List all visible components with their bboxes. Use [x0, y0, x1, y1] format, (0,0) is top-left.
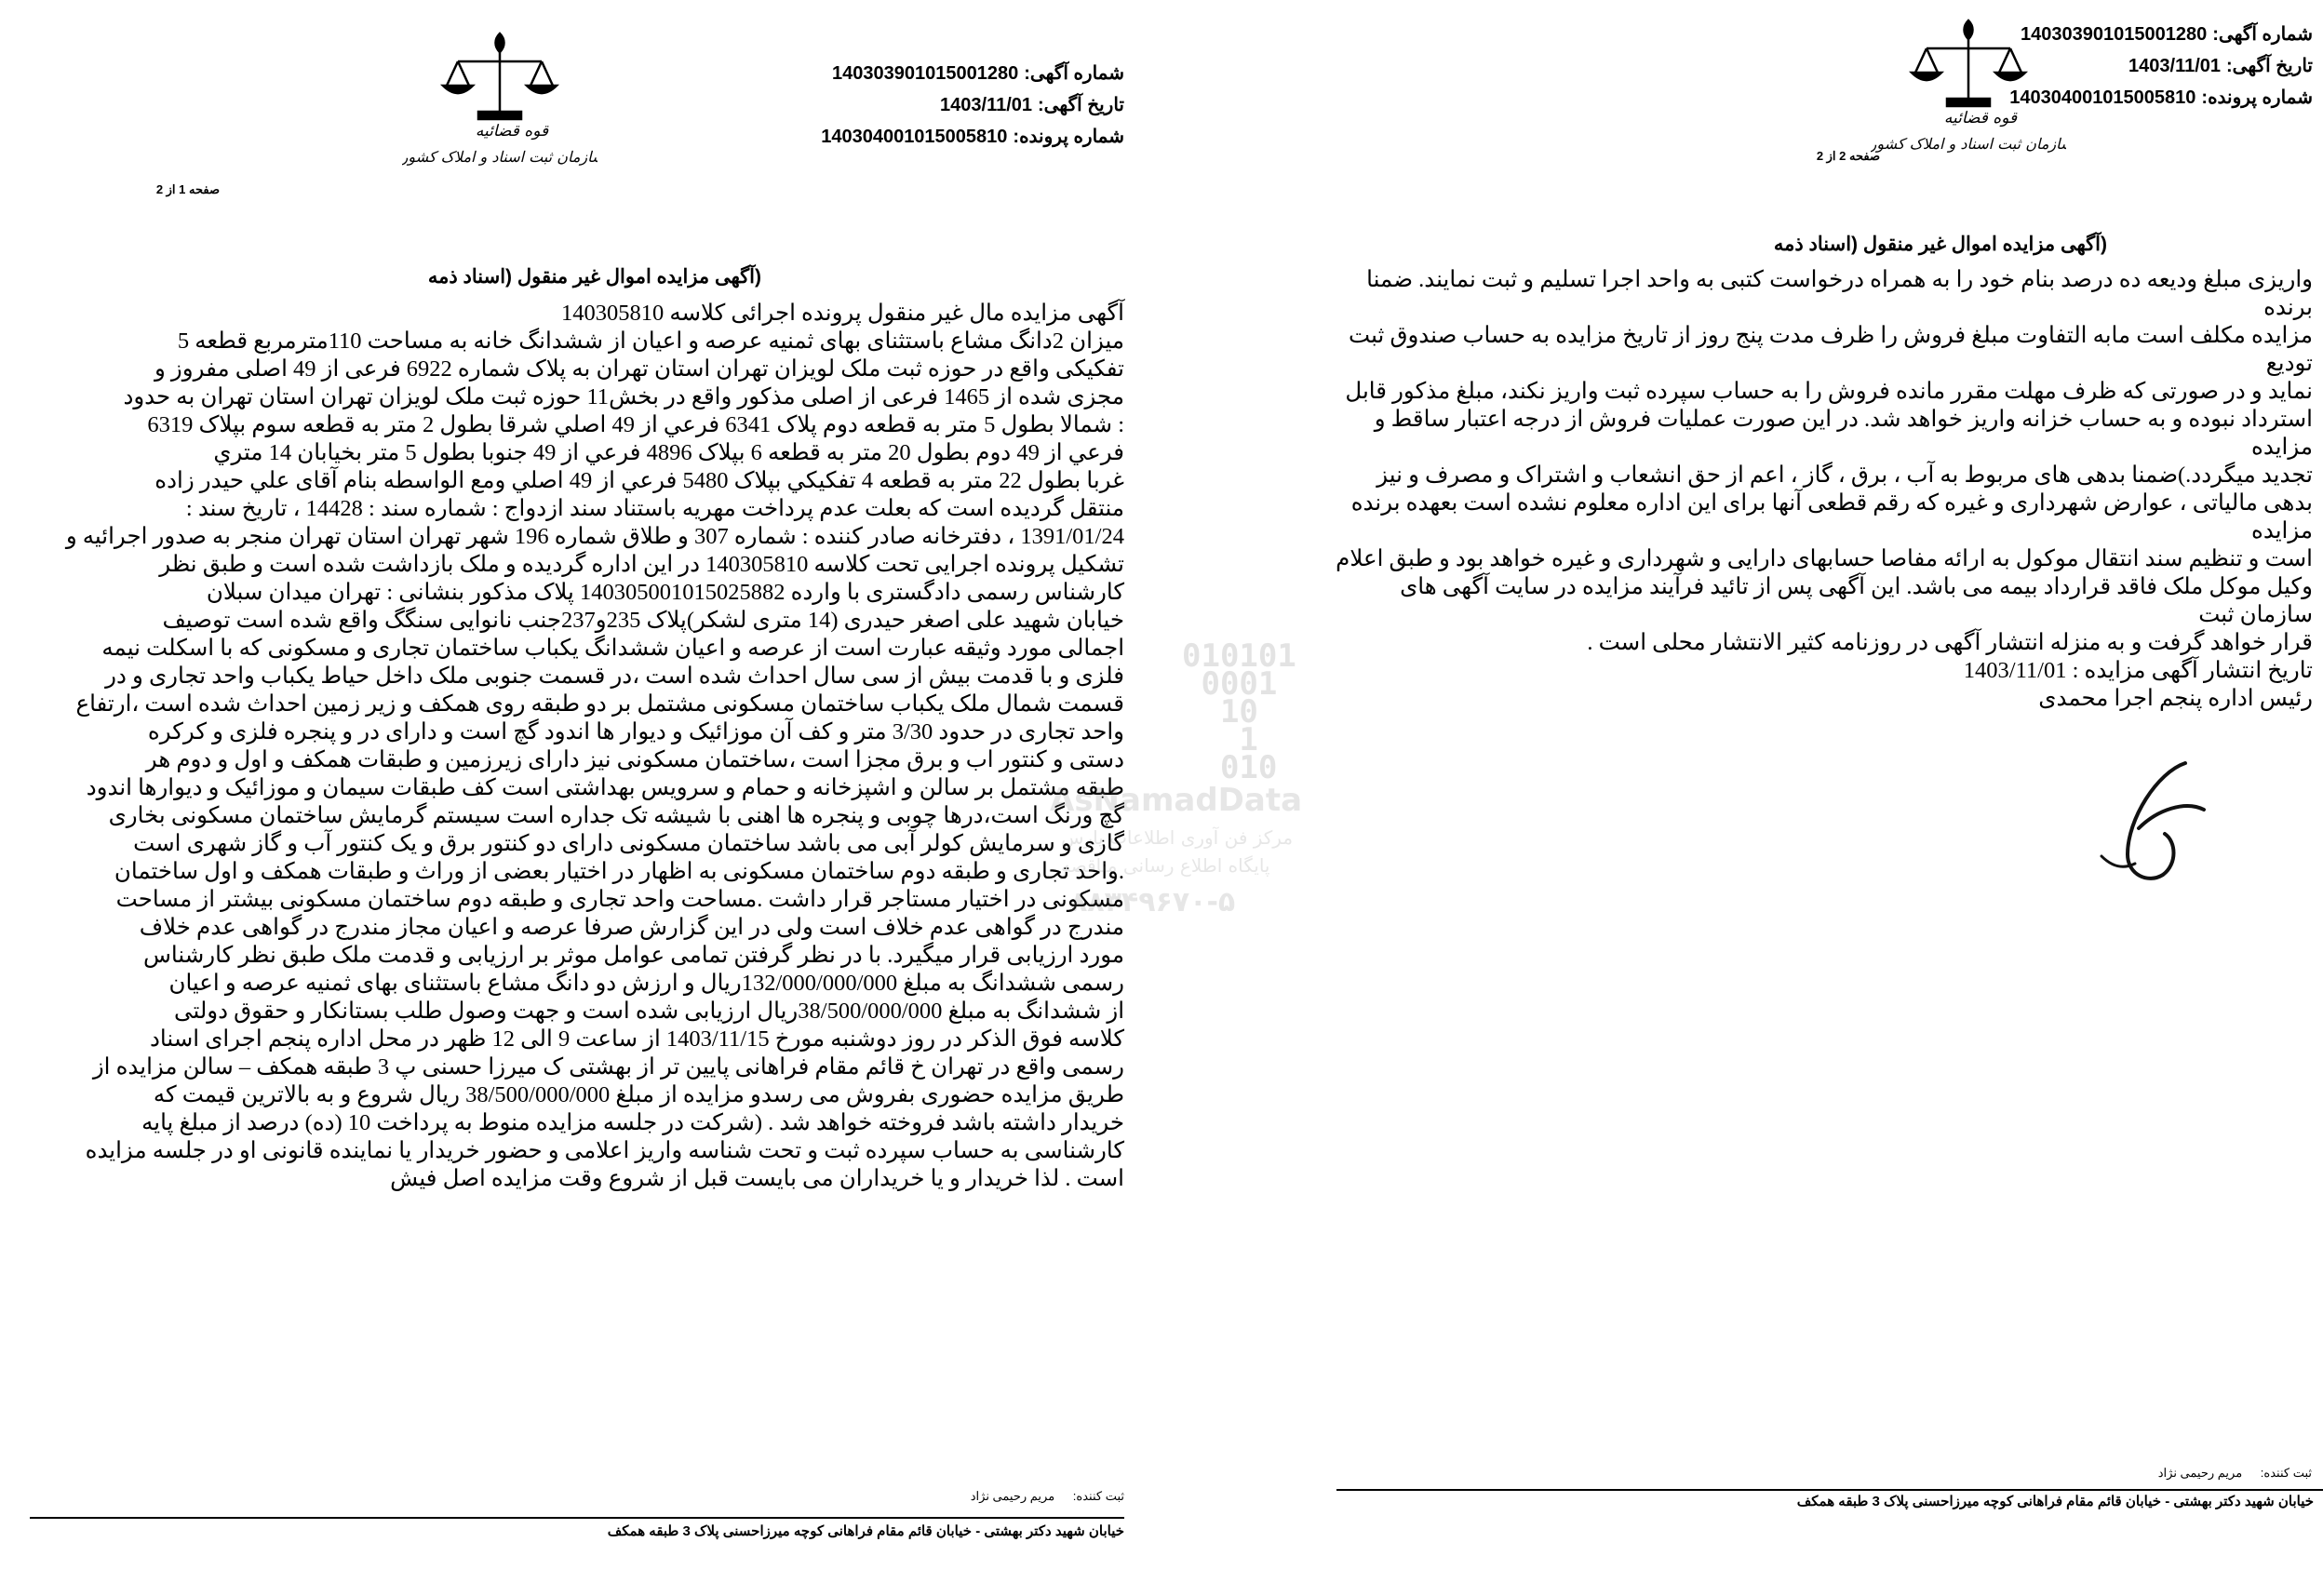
body-line: طریق مزایده حضوری بفروش می رسدو مزایده از مبلغ 38/500/000/000 ریال شروع و به بالاترین قیمت که — [153, 1082, 1124, 1107]
handwritten-signature — [2046, 744, 2241, 893]
registrar-row — [2158, 1466, 2312, 1481]
notice-number-row — [821, 58, 1124, 89]
body-line: مورد ارزیابی قرار میگیرد. با در نظر گرفتن تمامی عوامل موثر بر ارزیابی و قدمت ملک طبق نظر کارشناس — [143, 943, 1124, 968]
watermark-phone: ۸۸۳۴۹۶۷۰-۵ — [1070, 886, 1236, 919]
body-line: فلزی و با قدمت بیش از سی سال احداث شده است ،در قسمت جنوبی ملک داخل حیاط یکباب واحد تجاری و در — [105, 664, 1124, 689]
notice-meta — [821, 58, 1124, 153]
notice-number-label: شماره آگهی: — [1024, 63, 1124, 84]
watermark-digits: 010101 0001 10 1 010 — [1182, 637, 1296, 786]
footer-address: خیابان شهید دکتر بهشتی - خیابان قائم مقام فراهانی کوچه میرزاحسنی پلاک 3 طبقه همکف — [1796, 1494, 2314, 1509]
body-line: واحد تجاری در حدود 3/30 متر و کف آن موزائیک و دیوار ها اندود گچ است و دارای در و پنجره فلزی و کرکره — [147, 719, 1124, 744]
body-line: آگهی مزایده مال غیر منقول پرونده اجرائی کلاسه 140305810 — [560, 301, 1124, 326]
footer-address: خیابان شهید دکتر بهشتی - خیابان قائم مقام فراهانی کوچه میرزاحسنی پلاک 3 طبقه همکف — [607, 1523, 1124, 1539]
body-line: فرعي از 49 دوم بطول 20 متر به قطعه 6 بپلاک 4896 فرعي از 49 جنوبا بطول 5 متر بخیابان 14 متري — [213, 440, 1124, 465]
registrar-label: ثبت کننده: — [2260, 1466, 2312, 1480]
body-line: قرار خواهد گرفت و به منزله انتشار آگهی در روزنامه کثیر الانتشار محلی است . — [1587, 630, 2313, 655]
body-line: قسمت شمال ملک یکباب ساختمان مسکونی مشتمل بر دو طبقه روی همکف و زیر زمین احداث شده است ،ارتفاع — [75, 691, 1124, 717]
registrar-name: مریم رحیمی نژاد — [970, 1489, 1055, 1503]
body-line: تاریخ انتشار آگهی مزایده : 1403/11/01 — [1963, 658, 2313, 683]
body-line: .واحد تجاری و طبقه دوم ساختمان مسکونی به اظهار در اختیار بعضی از وراث و طبقات همکف و اول ساختمان — [114, 859, 1124, 884]
page-number: صفحه 1 از 2 — [155, 182, 220, 196]
body-line: گچ ورنگ است،درها چوبی و پنجره ها اهنی با شیشه تک جداره است سیستم گرمایش ساختمان مسکونی بخاری — [108, 803, 1124, 828]
body-line: مسکونی در اختیار مستاجر قرار داشت .مساحت واحد تجاری و طبقه دوم ساختمان مسکونی بیشتر از مساحت — [115, 887, 1124, 912]
body-line: طبقه مشتمل بر سالن و اشپزخانه و حمام و سرویس بهداشتی است کف طبقات سیمان و موزائیک و دیوارها اندود — [86, 775, 1124, 800]
notice-date: 1403/11/01 — [940, 95, 1033, 115]
watermark-brand: AsNamadData — [1050, 782, 1303, 819]
body-line: میزان 2دانگ مشاع باستثنای بهای ثمنیه عرصه و اعیان از ششدانگ خانه به مساحت 110مترمربع قطعه 5 — [177, 329, 1124, 354]
judiciary-logo — [1871, 13, 2066, 162]
body-line: است و تنظیم سند انتقال موکول به ارائه مفاصا حسابهای دارایی و شهرداری و غیره خواهد بود و طبق اعلام — [1336, 546, 2313, 571]
body-line: مجزی شده از 1465 فرعی از اصلی مذکور واقع در بخش11 حوزه ثبت ملک لویزان تهران استان تهران به حدود — [123, 384, 1124, 409]
body-line: تجدید میگردد.)ضمنا بدهی های مربوط به آب ، برق ، گاز ، اعم از حق انشعاب و اشتراک و مصرف و نیز — [1376, 463, 2313, 488]
body-line: از ششدانگ به مبلغ 38/500/000/000ریال ارزیابی شده است و جهت وصول طلب بستانکار و حقوق دولتی — [174, 999, 1124, 1024]
file-number-row — [821, 121, 1124, 153]
body-line: کارشناس رسمی دادگستری با وارده 140305001015025882 پلاک مذکور بنشانی : تهران میدان سبلان — [206, 580, 1124, 605]
body-line: گازی و سرمایش کولر آبی می باشد ساختمان مسکونی دارای دو کنتور برق و یک کنتور آب و گاز شهری است — [133, 831, 1124, 856]
body-line: غربا بطول 22 متر به قطعه 4 تفکیکي بپلاک 5480 فرعي از 49 اصلي ومع الواسطه بنام آقای علي حیدر زاده — [154, 468, 1124, 493]
logo-top-text: قوه قضائیه — [475, 122, 549, 141]
body-line: بدهی مالیاتی ، عوارض شهرداری و غیره که رقم قطعی آنها برای این اداره معلوم نشده است بعهده برنده مزایده — [1350, 490, 2313, 543]
body-line: واریزی مبلغ ودیعه ده درصد بنام خود را به همراه درخواست کتبی به واحد اجرا تسلیم و ثبت نمایند. ضمنا برنده — [1366, 267, 2313, 320]
notice-date: 1403/11/01 — [2128, 56, 2222, 76]
body-line: تفکیکی واقع در حوزه ثبت ملک لویزان تهران استان تهران به پلاک شماره 6922 فرعی از 49 اصلی مفروز و — [154, 356, 1124, 382]
body-line: تشکیل پرونده اجرایی تحت کلاسه 140305810 در این اداره گردیده و ملک بازداشت شده است و طبق نظر — [159, 552, 1124, 577]
body-line: استرداد نبوده و به حساب خزانه واریز خواهد شد. در این صورت عملیات فروش از درجه اعتبار ساقط و مزایده — [1374, 407, 2313, 460]
watermark-line1: مرکز فن آوری اطلاعات پارس — [1061, 826, 1294, 849]
scales-of-justice-icon — [1871, 13, 2066, 162]
file-number: 140304001015005810 — [2009, 87, 2196, 108]
body-line: کارشناسی به حساب سپرده ثبت و تحت شناسه واریز اعلامی و حضور خریدار یا نماینده قانونی او در جلسه مزایده — [85, 1138, 1124, 1163]
body-line: مندرج در گواهی عدم خلاف است ولی در این گزارش صرفا عرصه و اعیان مجاز مندرج در گواهی عدم خلاف — [139, 915, 1124, 940]
notice-date-label: تاریخ آگهی: — [2226, 56, 2313, 76]
notice-heading: (آگهی مزایده اموال غیر منقول (اسناد ذمه — [1773, 234, 2107, 255]
body-line: رسمی واقع در تهران خ قائم مقام فراهانی پایین تر از بهشتی ک میرزا حسنی پ 3 طبقه همکف – سالن مزایده از — [92, 1054, 1124, 1080]
body-line: رئیس اداره پنجم اجرا محمدی — [2038, 686, 2313, 711]
body-line: خریدار داشته باشد فروخته خواهد شد . (شرکت در جلسه مزایده منوط به پرداخت 10 (ده) درصد از مبلغ پایه — [141, 1110, 1124, 1135]
notice-page-2 — [1162, 0, 2323, 1596]
judiciary-logo — [402, 26, 598, 175]
registrar-name: مریم رحیمی نژاد — [2157, 1466, 2243, 1480]
watermark-line2: پایگاه اطلاع رسانی مناقصه — [1061, 854, 1270, 877]
file-number-label: شماره پرونده: — [1013, 127, 1124, 147]
file-number: 140304001015005810 — [821, 127, 1008, 147]
scales-of-justice-icon — [402, 26, 598, 175]
body-line: نماید و در صورتی که ظرف مهلت مقرر مانده فروش را به حساب سپرده ثبت واریز نکند، مبلغ مذکور قابل — [1345, 379, 2313, 404]
logo-top-text: قوه قضائیه — [1943, 109, 2018, 127]
footer-divider — [1336, 1489, 2323, 1491]
notice-heading: (آگهی مزایده اموال غیر منقول (اسناد ذمه — [427, 266, 761, 288]
notice-body — [21, 300, 1124, 1193]
body-line: رسمی ششدانگ به مبلغ 132/000/000/000ریال و ارزش دو دانگ مشاع باستثنای بهای ثمنیه عرصه و اعیان — [168, 971, 1124, 996]
logo-bottom-text: سازمان ثبت اسناد و املاک کشور — [1871, 135, 2066, 153]
notice-number-label: شماره آگهی: — [2212, 24, 2313, 45]
registrar-row — [971, 1489, 1124, 1504]
body-line: است . لذا خریدار و یا خریداران می بایست قبل از شروع وقت مزایده اصل فیش — [390, 1166, 1124, 1191]
notice-number: 140303901015001280 — [2021, 24, 2208, 45]
notice-body — [1336, 266, 2313, 713]
notice-number: 140303901015001280 — [832, 63, 1019, 84]
notice-date-row — [821, 89, 1124, 121]
page-number: صفحه 2 از 2 — [1816, 149, 1880, 163]
file-number-label: شماره پرونده: — [2201, 87, 2313, 108]
logo-bottom-text: سازمان ثبت اسناد و املاک کشور — [402, 148, 598, 166]
body-line: منتقل گردیده است که بعلت عدم پرداخت مهریه باستناد سند ازدواج : شماره سند : 14428 ، تاریخ سند : — [185, 496, 1124, 521]
footer-divider — [30, 1517, 1124, 1519]
body-line: دستی و کنتور اب و برق مجزا است ،ساختمان مسکونی نیز دارای زیرزمین و طبقات همکف و اول و دوم هر — [145, 747, 1124, 772]
body-line: 1391/01/24 ، دفترخانه صادر کننده : شماره 307 و طلاق شماره 196 شهر تهران استان تهران منجر به صدور اجرائیه و — [65, 524, 1124, 549]
notice-date-label: تاریخ آگهی: — [1038, 95, 1124, 115]
body-line: وکیل موکل ملک فاقد قرارداد بیمه می باشد. این آگهی پس از تائید فرآیند مزایده در سایت آگهی های سازمان ثبت — [1400, 574, 2313, 627]
body-line: خیابان شهید علی اصغر حیدری (14 متری لشکر)پلاک 235و237جنب نانوایی سنگگ واقع شده است توصیف — [162, 608, 1124, 633]
body-line: کلاسه فوق الذکر در روز دوشنبه مورخ 1403/11/15 از ساعت 9 الی 12 ظهر در محل اداره پنجم اجرای اسناد — [150, 1026, 1124, 1052]
registrar-label: ثبت کننده: — [1072, 1489, 1124, 1503]
body-line: : شمالا بطول 5 متر به قطعه دوم پلاک 6341 فرعي از 49 اصلي شرقا بطول 2 متر به قطعه سوم بپلاک 6319 — [147, 412, 1124, 437]
body-line: مزایده مکلف است مابه التفاوت مبلغ فروش را ظرف مدت پنج روز از تاریخ مزایده به حساب صندوق ثبت تودیع — [1349, 323, 2313, 376]
body-line: اجمالی مورد وثیقه عبارت است از عرصه و اعیان ششدانگ یکباب ساختمان تجاری و مسکونی که با اسکلت نیمه — [101, 636, 1124, 661]
